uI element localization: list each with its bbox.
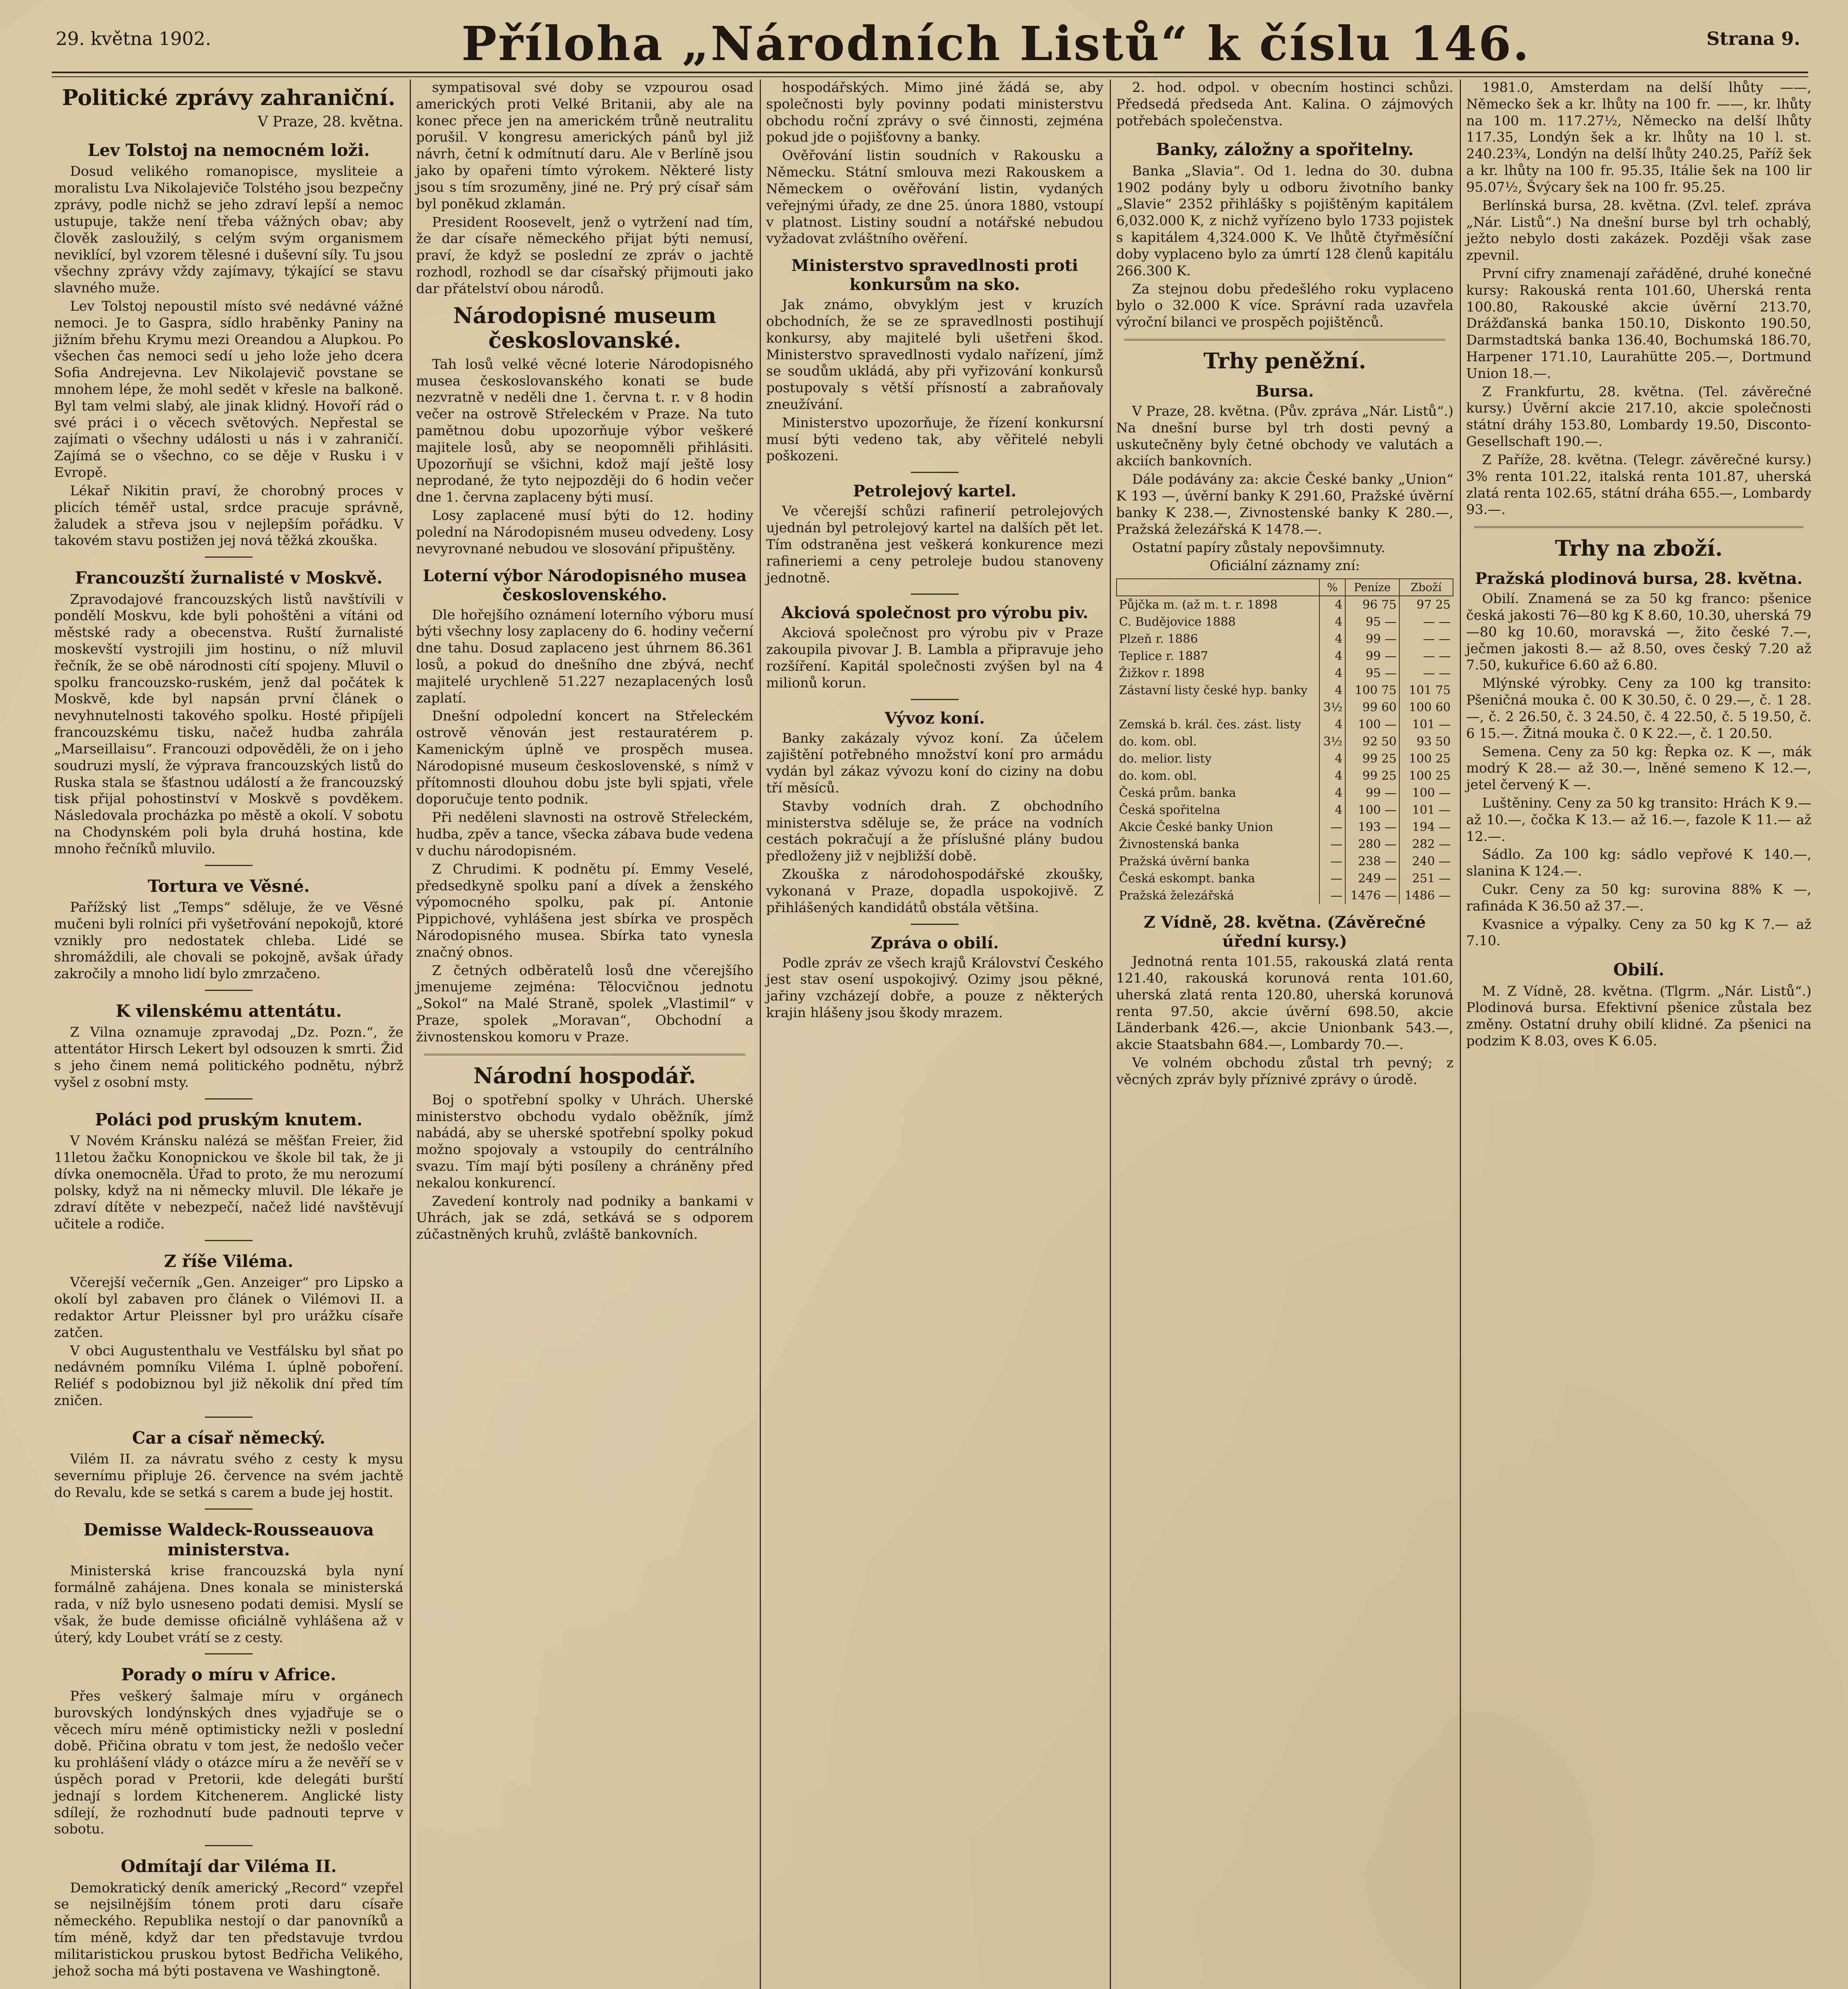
paragraph: V obci Augustenthalu ve Vestfálsku byl sňat po nedávném pomníku Viléma I. úplně poboření. Reliéf s podobiznou byl již několik dní před tím zničen. — [54, 1343, 403, 1409]
table-cell: 249 — — [1345, 870, 1399, 887]
article-title: Porady o míru v Africe. — [121, 1665, 337, 1685]
table-cell: do. kom. obl. — [1119, 735, 1197, 749]
table-cell: 4 — [1319, 750, 1345, 767]
paragraph: Dále podávány za: akcie České banky „Union“ K 193 —, úvěrní banky K 291.60, Pražské úvěrní banky K 238.—, Zivnostenské banky K 280.—, Pražská železářská K 1478.—. — [1116, 471, 1453, 537]
table-cell: Půjčka m. (až m. t. r. 1898 — [1119, 598, 1278, 612]
table-cell: 100 — — [1345, 802, 1399, 819]
table-row — [1117, 784, 1453, 802]
article-separator — [205, 1845, 253, 1846]
paragraph: Z Frankfurtu, 28. května. (Tel. závěrečné kursy.) Úvěrní akcie 217.10, akcie společnosti státní dráhy 153.80, Lombardy 19.50, Disconto-Gesellschaft 190.—. — [1466, 383, 1811, 450]
paragraph: Cukr. Ceny za 50 kg: surovina 88% K —, rafináda K 36.50 až 37.—. — [1466, 882, 1811, 914]
vienna-article — [1116, 954, 1453, 1088]
table-cell: 194 — — [1399, 819, 1453, 836]
museum-article — [416, 356, 753, 558]
table-cell: — — [1319, 836, 1345, 853]
table-cell: do. melior. listy — [1119, 752, 1212, 766]
lottery-title: Loterní výbor Národopisného musea československého. — [422, 566, 747, 604]
article-title: Ministerstvo spravedlnosti proti konkursům na sko. — [791, 256, 1078, 294]
table-cell: 4 — [1319, 716, 1345, 733]
paragraph: Sádlo. Za 100 kg: sádlo vepřové K 140.—, slanina K 124.—. — [1466, 847, 1811, 880]
table-row — [1117, 870, 1453, 887]
table-row — [1117, 665, 1453, 682]
table-cell: 99 — — [1345, 784, 1399, 802]
table-cell: — — [1319, 887, 1345, 904]
paragraph: Ověřování listin soudních v Rakousku a Německu. Státní smlouva mezi Rakouskem a Německem o ověřování listin, vydaných veřejnými úřady, ze dne 25. února 1880, vstoupí v platnost. Listiny soudní a notářské nebudou vyžadovat zvláštního ověření. — [766, 148, 1103, 247]
article-separator — [205, 865, 253, 866]
article-continuation — [1116, 80, 1453, 129]
table-cell: 100 75 — [1345, 682, 1399, 699]
paragraph: Jak známo, obvyklým jest v kruzích obchodních, že se ze spravedlnosti postihují konkursy, aby majitelé byli ušetřeni škod. Ministerstvo spravedlnosti vydalo nařízení, jímž se soudům ukládá, aby při vyřizování konkursů postupovaly s větší přísností a zabraňovaly zneužívání. — [766, 297, 1103, 413]
table-cell: 92 50 — [1345, 733, 1399, 750]
article-title: Car a císař německý. — [132, 1428, 325, 1448]
table-cell: Česká eskompt. banka — [1119, 872, 1255, 886]
article-title: Zpráva o obilí. — [870, 933, 999, 952]
paragraph: M. Z Vídně, 28. května. (Tlgrm. „Nár. Listů“.) Plodinová bursa. Efektivní pšenice zůstala bez změny. Ostatní druhy obilí klidné. Za pšenici na podzim K 8.03, oves K 6.05. — [1466, 983, 1811, 1049]
paragraph: Z četných odběratelů losů dne včerejšího jmenujeme zejména: Tělocvičnou jednotu „Sokol“ na Malé Straně, spolek „Vlastimil“ v Praze, spolek „Moravan“, Obchodní a živnostenskou komoru v Praze. — [416, 962, 753, 1045]
issue-date: 29. května 1902. — [56, 28, 211, 49]
article-separator — [911, 924, 959, 925]
article-title: Francouzští žurnalisté v Moskvě. — [75, 568, 383, 588]
table-cell: 4 — [1319, 682, 1345, 699]
table-cell: 95 — — [1345, 665, 1399, 682]
table-cell: Teplice r. 1887 — [1119, 649, 1208, 664]
table-cell: Česká prům. banka — [1119, 786, 1236, 800]
article-separator — [205, 1508, 253, 1510]
section-title: Politické zprávy zahraniční. — [62, 85, 396, 110]
paragraph: Lev Tolstoj nepoustil místo své nedávné vážné nemoci. Je to Gaspra, sídlo hraběnky Paniny na jižním břehu Krymu mezi Oreandou a Alupkou. Po všechen čas nemoci sedí u jeho lože jeho dcera Sofia Andrejevna. Lev Nikolajevič povstane se mnohem lépe, že mohl sedět v křesle na balkoně. Byl tam velmi slabý, ale jinak klidný. Hovoří rád o své práci i o věcech světových. Nepřestal se zajímati o všechny události u nás i v zahraničí. Zajímá se o všechno, co se děje v Rusku i v Evropě. — [54, 298, 403, 481]
paragraph: 2. hod. odpol. v obecním hostinci schůzi. Předsedá předseda Ant. Kalina. O zájmových potřebách společenstva. — [1116, 80, 1453, 129]
article-continuation — [766, 80, 1103, 247]
column-4 — [1110, 80, 1460, 1989]
article-separator — [205, 557, 253, 558]
paragraph: Stavby vodních drah. Z obchodního ministerstva sděluje se, že práce na vodních cestách pokračují a že příslušné plány budou předloženy již v nejbližší době. — [766, 798, 1103, 864]
paragraph: Banky zakázaly vývoz koní. Za účelem zajištění potřebného množství koní pro armádu vydán byl zákaz vývozu koní do ciziny na dobu tří měsíců. — [766, 730, 1103, 796]
table-cell: 100 25 — [1399, 750, 1453, 767]
table-cell: — — — [1399, 665, 1453, 682]
paragraph: Dle hořejšího oznámení loterního výboru musí býti všechny losy zaplaceny do 6. hodiny večerní dne tahu. Dosud zaplaceno jest úhrnem 86.361 losů, a pokud do dnešního dne zbývá, nechť majitelé urychleně 51.227 nezaplacených losů zaplatí. — [416, 607, 753, 706]
table-header: % — [1319, 579, 1345, 596]
table-cell: — — — [1399, 613, 1453, 631]
table-cell: 101 — — [1399, 716, 1453, 733]
article-separator — [205, 1653, 253, 1654]
vienna-title: Z Vídně, 28. května. (Závěrečné úřední kursy.) — [1144, 913, 1426, 951]
commodity-market-title: Trhy na zboží. — [1555, 535, 1723, 561]
paragraph: Za stejnou dobu předešlého roku vyplaceno bylo o 32.000 K více. Správní rada uzavřela výroční bilanci ve prospěch pojištěnců. — [1116, 281, 1453, 331]
paragraph: Z Paříže, 28. května. (Telegr. závěrečné kursy.) 3% renta 101.22, italská renta 101.87, uherská zlatá renta 102.65, státní dráha 655.—, Lombardy 93.—. — [1466, 452, 1811, 518]
article-title: Odmítají dar Viléma II. — [121, 1857, 337, 1876]
table-caption: Oficiální záznamy zní: — [1210, 558, 1360, 574]
paragraph: Zpravodajové francouzských listů navštívili v pondělí Moskvu, kde byli pohoštěni a vítáni od městské rady a obecenstva. Ruští žurnalisté moskevští vystrojili jim hostinu, o níž mluvil řečník, že se obě národnosti cítí spojeny. Mluvil o spolku francouzsko-ruském, jenž dal počátek k Moskvě, kde byl napsán první článek o nevyhnutelnosti takového spolku. Hosté připíjeli francouzskému tisku, načež hudba zahrála „Marseillaisu“. Francouzi odpověděli, že on i jeho soudruzi myslí, že výprava francouzských listů do Ruska stala se šťastnou událostí a že francouzský tisk přijal pohostinství v Moskvě s povděkem. Následovala procházka po městě a okolí. V sobotu na Chodynském poli byla druhá hostina, kde mnoho řečníků mluvilo. — [54, 591, 403, 857]
money-market-title: Trhy peněžní. — [1203, 348, 1366, 374]
table-cell: Zástavní listy české hyp. banky — [1119, 683, 1308, 698]
paragraph: Boj o spotřební spolky v Uhrách. Uherské ministerstvo obchodu vydalo oběžník, jímž nabádá, aby se uherské spotřební spolky pokud možno spojovaly a vstoupily do centrálního svazu. Tím mají býti posíleny a chráněny před nekalou konkurencí. — [416, 1092, 753, 1191]
table-cell: 238 — — [1345, 853, 1399, 870]
banks-title: Banky, záložny a spořitelny. — [1155, 140, 1414, 160]
article-separator — [205, 990, 253, 991]
table-row — [1117, 802, 1453, 819]
article-separator — [911, 594, 959, 595]
table-cell: 4 — [1319, 631, 1345, 648]
table-cell: 4 — [1319, 767, 1345, 784]
paragraph: V Novém Kránsku nalézá se měšťan Freier, žid 11letou žačku Konopnickou ve škole bil tak, že ji dívka onemocněla. Úřad to proto, že mu nerozumí polsky, když na ni německy mluvil. Dle lékaře je zdraví dítěte v nebezpečí, načež lidé navštěvují učitele a rodiče. — [54, 1133, 403, 1232]
bourse-article — [1116, 403, 1453, 556]
paragraph: Zkouška z národohospodářské zkoušky, vykonaná v Praze, dopadla uspokojivě. Z přihlášených kandidátů obstála většina. — [766, 866, 1103, 916]
paragraph: Včerejší večerník „Gen. Anzeiger“ pro Lipsko a okolí byl zabaven pro článek o Vilémovi II. a redaktor Artur Pleissner byl pro urážku císaře zatčen. — [54, 1275, 403, 1341]
price-table — [1116, 578, 1453, 904]
table-row — [1117, 853, 1453, 870]
table-cell: 99 — — [1345, 648, 1399, 665]
table-cell: 99 — — [1345, 631, 1399, 648]
paragraph: Akciová společnost pro výrobu piv v Praze zakoupila pivovar J. B. Lambla a připravuje jeho rozšíření. Kapitál společnosti zvýšen byl na 4 milionů korun. — [766, 625, 1103, 691]
table-cell: 4 — [1319, 596, 1345, 613]
table-cell: 4 — [1319, 613, 1345, 631]
paragraph: Berlínská bursa, 28. května. (Zvl. telef. zpráva „Nár. Listů“.) Na dnešní burse byl trh ochablý, ježto nebylo dosti zakázek. Později však zase zpevnil. — [1466, 197, 1811, 264]
table-cell: Česká spořitelna — [1119, 803, 1220, 817]
table-cell: 4 — [1319, 665, 1345, 682]
paragraph: Ministerstvo upozorňuje, že řízení konkursní musí býti vedeno tak, aby věřitelé nebyli poškozeni. — [766, 415, 1103, 464]
table-cell: 1486 — — [1399, 887, 1453, 904]
paragraph: Mlýnské výrobky. Ceny za 100 kg transito: Pšeničná mouka č. 00 K 30.50, č. 0 29.—, č. 1 28.—, č. 2 26.50, č. 3 24.50, č. 4 22.50, č. 5 19.50, č. 6 15.—. Žitná mouka č. 0 K 22.—, č. 1 20.50. — [1466, 675, 1811, 741]
article-title: Demisse Waldeck-Rousseauova ministerstva. — [83, 1520, 374, 1560]
table-cell: Žižkov r. 1898 — [1119, 666, 1205, 681]
table-cell: 95 — — [1345, 613, 1399, 631]
paragraph: Ve volném obchodu zůstal trh pevný; z věcných zpráv byly příznivé zprávy o úrodě. — [1116, 1055, 1453, 1088]
paragraph: Dnešní odpolední koncert na Střeleckém ostrově věnován jest restauratérem p. Kamenickým úplně ve prospěch musea. Národopisné museum československé, s nímž v přítomnosti dlouhou dobu jste byli spjati, vřele doporučuje tento podnik. — [416, 708, 753, 808]
paragraph: Zavedení kontroly nad podniky a bankami v Uhrách, jak se zdá, setkává se s odporem zúčastněných kruhů, zvláště bankovních. — [416, 1193, 753, 1243]
paragraph: Ostatní papíry zůstaly nepovšimnuty. — [1132, 539, 1385, 556]
paragraph: Jednotná renta 101.55, rakouská zlatá renta 121.40, rakouská korunová renta 101.60, uherská zlatá renta 120.80, uherská korunová renta 97.50, akcie úvěrní 698.50, akcie Länderbank 426.—, akcie Unionbank 543.—, akcie Staatsbahn 684.—, Lombardy 70.—. — [1116, 954, 1453, 1053]
table-cell: C. Budějovice 1888 — [1119, 615, 1236, 629]
table-cell: 100 60 — [1399, 699, 1453, 716]
article-separator — [911, 699, 959, 700]
table-header: Zboží — [1399, 579, 1453, 596]
table-cell: 97 25 — [1399, 596, 1453, 613]
article-title: Poláci pod pruským knutem. — [95, 1109, 363, 1129]
table-cell: 3½ — [1319, 699, 1345, 716]
table-cell: 99 25 — [1345, 750, 1399, 767]
paragraph: Demokratický deník americký „Record“ vzepřel se nejsilnějším tónem proti daru císaře německého. Republika nestojí o dar panovníků a tím méně, když dar ten představuje tvrdou militaristickou pruskou bytost Bedřicha Velikého, jehož socha má býti postavena ve Washingtoně. — [54, 1880, 403, 1979]
paragraph: Obilí. Znamená se za 50 kg franco: pšenice česká jakosti 76—80 kg K 8.60, 10.30, uherská 79—80 kg 10.60, moravská —, žito české 7.—, ječmen jakosti 8.— až 8.50, oves český 7.20 až 7.50, kukuřice 6.60 až 6.80. — [1466, 591, 1811, 673]
paragraph: Přes veškerý šalmaje míru v orgánech burovských londýnských dnes vyjadřuje se o věcech míru méně optimisticky nežli v poslední době. Přičina obratu v tom jest, že nedošlo večer ku prohlášení vlády o otázce míru a že nevěří se v úspěch porad v Pretorii, kde delegáti burští jednají s lordem Kitchenerem. Anglické listy sdílejí, že rozhodnutí bude padnouti teprve v sobotu. — [54, 1688, 403, 1837]
table-cell: 4 — [1319, 802, 1345, 819]
table-row — [1117, 682, 1453, 699]
table-cell: 93 50 — [1399, 733, 1453, 750]
banks-article — [1116, 163, 1453, 331]
paragraph: V Praze, 28. května. (Pův. zpráva „Nár. Listů“.) Na dnešní burse byl trh dosti pevný a uskutečněny byly četné obchody ve valutách a akciích bankovních. — [1116, 403, 1453, 469]
table-cell: 101 — — [1399, 802, 1453, 819]
table-cell — [1117, 699, 1319, 716]
table-cell: 99 25 — [1345, 767, 1399, 784]
table-cell: do. kom. obl. — [1119, 769, 1197, 783]
grain-vienna-article — [1466, 983, 1811, 1050]
table-cell: 240 — — [1399, 853, 1453, 870]
table-cell: — — [1319, 870, 1345, 887]
table-cell: 99 60 — [1345, 699, 1399, 716]
paragraph: Pařížský list „Temps“ sděluje, že ve Věsné mučeni byli rolníci při vyšetřování nepokojů, ktoré vznikly pro nedostatek chleba. Lidé se shromáždili, ale chovali se pokojně, avšak úřady zakročily a mnoho lidí bylo zmrzačeno. — [54, 899, 403, 982]
paragraph: hospodářských. Mimo jiné žádá se, aby společnosti byly povinny podati ministerstvu obchodu roční zprávy o své činnosti, zejména pokud jde o pojišťovny a banky. — [766, 80, 1103, 146]
table-row — [1117, 767, 1453, 784]
paragraph: První cifry znamenají zařáděné, druhé konečné kursy: Rakouská renta 101.60, Uherská renta 100.80, Rakouské akcie úvěrní 213.70, Drážďanská banka 150.10, Diskonto 190.50, Darmstadtská banka 136.40, Bochumská 186.70, Harpener 171.10, Laurahütte 205.—, Dortmund Union 18.—. — [1466, 265, 1811, 381]
paragraph: Ministerská krise francouzská byla nyní formálně zahájena. Dnes konala se ministerská rada, v níž bylo usneseno podati demisi. Myslí se však, že bude demisse oficiálně vyhlášena až v úterý, kdy Loubet vrátí se z cesty. — [54, 1563, 403, 1646]
article-separator — [205, 1417, 253, 1418]
table-cell: 96 75 — [1345, 596, 1399, 613]
table-row — [1117, 613, 1453, 631]
column-2 — [410, 80, 760, 1989]
paragraph: Lékař Nikitin praví, že chorobný proces v plicích téměř ustal, srdce pracuje správně, žaludek a střeva jsou v nejlepším pořádku. V takovém stavu postižen jej nová těžká zkouška. — [54, 483, 403, 549]
foreign-bourses — [1466, 384, 1811, 519]
table-cell: 4 — [1319, 648, 1345, 665]
table-cell: — — — [1399, 648, 1453, 665]
economy-article — [416, 1092, 753, 1243]
table-row — [1117, 596, 1453, 613]
table-cell: 100 — — [1345, 716, 1399, 733]
article-continuation — [416, 80, 753, 298]
table-row — [1117, 887, 1453, 904]
page-number: Strana 9. — [1706, 28, 1800, 49]
table-cell: — — — [1399, 631, 1453, 648]
column-1 — [48, 80, 410, 1989]
header-rule — [52, 72, 1808, 77]
table-cell: 251 — — [1399, 870, 1453, 887]
table-cell: 282 — — [1399, 836, 1453, 853]
article-title: Tortura ve Věsné. — [148, 876, 310, 896]
article-separator — [911, 472, 959, 473]
paragraph: Vilém II. za návratu svého z cesty k mysu severnímu připluje 26. července na svém jachtě do Revalu, kde se setká s carem a bude jej hostit. — [54, 1451, 403, 1501]
paragraph: 1981.0, Amsterdam na delší lhůty ——, Německo šek a kr. lhůty na 100 fr. ——, kr. lhůty na 100 m. 117.27½, Německo na delší lhůty 117.35, Londýn šek a kr. lhůty na 10 l. st. 240.23¾, Londýn na delší lhůty 240.25, Paříž šek a kr. lhůty na 100 fr. 95.35, Itálie šek na 100 lir 95.07½, Švýcary šek na 100 fr. 95.25. — [1466, 80, 1811, 195]
article-title: Vývoz koní. — [885, 708, 985, 728]
paragraph: Z Vilna oznamuje zpravodaj „Dz. Pozn.“, že attentátor Hirsch Lekert byl odsouzen k smrti. Žid s jeho činem nemá politického podnětu, nýbrž vyšel z osobní msty. — [54, 1024, 403, 1090]
museum-title: Národopisné museum českoslovanské. — [453, 302, 716, 353]
table-row — [1117, 631, 1453, 648]
table-cell: Pražská železářská — [1119, 889, 1234, 903]
article-title: Akciová společnost pro výrobu piv. — [781, 603, 1089, 623]
table-row — [1117, 819, 1453, 836]
table-cell: 193 — — [1345, 819, 1399, 836]
article-title: K vilenskému attentátu. — [115, 1001, 342, 1021]
lottery-article — [416, 607, 753, 1046]
table-cell: 3½ — [1319, 733, 1345, 750]
bourse-label: Bursa. — [1255, 382, 1314, 401]
grain-bourse-subtitle: Pražská plodinová bursa, 28. května. — [1475, 569, 1803, 588]
table-cell: 100 25 — [1399, 767, 1453, 784]
table-cell: 1476 — — [1345, 887, 1399, 904]
table-cell: Plzeň r. 1886 — [1119, 632, 1198, 646]
paragraph: Banka „Slavia“. Od 1. ledna do 30. dubna 1902 podány byly u odboru životního banky „Slavie“ 2352 přihlášky s pojištěným kapitálem 6,032.000 K, z nichž vyřízeno bylo 1733 pojistek s kapitálem 4,324.000 K. Ve lhůtě čtyřměsíční doby vyplaceno bylo za úmrtí 128 členů kapitálu 266.300 K. — [1116, 163, 1453, 279]
paragraph: Tah losů velké věcné loterie Národopisného musea českoslovanského konati se bude nezvratně v neděli dne 1. června t. r. v 8 hodin večer na ostrově Střeleckém v Praze. Na tuto pamětnou dobu upozorňuje výbor veškeré majitele losů, aby se neopomněli přihlásiti. Upozorňují se všichni, kdož mají ještě losy neprodané, že tyto nejpozději do 6 hodin večer dne 1. června zaplaceny býti musí. — [416, 356, 753, 506]
table-cell: 100 — — [1399, 784, 1453, 802]
table-cell: 4 — [1319, 784, 1345, 802]
paragraph: sympatisoval své doby se vzpourou osad amerických proti Velké Britanii, aby ale na konec přece jen na americkém trůně neutralitu porušil. V kongresu amerických pánů byl již návrh, četní k odmítnutí daru. Ale v Berlíně jsou jako by opařeni tímto výrokem. Některé listy jsou s tím srozuměny, jiné ne. Prý prý císař sám byl poněkud zklamán. — [416, 80, 753, 212]
table-cell: Živnostenská banka — [1119, 837, 1239, 852]
table-cell: 101 75 — [1399, 682, 1453, 699]
column-5 — [1460, 80, 1818, 1989]
section-divider — [1474, 526, 1803, 528]
grain-article — [1466, 591, 1811, 950]
article-title: Petrolejový kartel. — [853, 482, 1017, 501]
paragraph: Ve včerejší schůzi rafinerií petrolejových ujednán byl petrolejový kartel na dalších pět let. Tím odstraněna jest veškerá konkurence mezi rafineriemi a ceny petroleje budou stanoveny jednotně. — [766, 503, 1103, 586]
column-3 — [760, 80, 1110, 1989]
section-divider — [424, 1054, 745, 1055]
table-row — [1117, 699, 1453, 716]
table-row — [1117, 733, 1453, 750]
paragraph: Semena. Ceny za 50 kg: Řepka oz. K —, mák modrý K 28.— až 30.—, lněné semeno K 12.—, jetel červený K —. — [1466, 743, 1811, 793]
grain-title: Obilí. — [1613, 960, 1665, 980]
table-header — [1117, 579, 1319, 596]
table-cell: 280 — — [1345, 836, 1399, 853]
article-separator — [205, 1240, 253, 1241]
table-cell: Pražská úvěrní banka — [1119, 854, 1250, 869]
article-list — [766, 256, 1103, 1022]
paragraph: Kvasnice a výpalky. Ceny za 50 kg K 7.— až 7.10. — [1466, 916, 1811, 949]
article-list — [54, 140, 403, 1979]
paragraph: Při neděleni slavnosti na ostrově Střeleckém, hudba, zpěv a tance, všecka zábava bude vedena v duchu národopisném. — [416, 810, 753, 859]
table-row — [1117, 836, 1453, 853]
paragraph: Z Chrudimi. K podnětu pí. Emmy Veselé, předsedkyně spolku paní a dívek a ženského výpomocného spolku, pak pí. Antonie Pippichové, vyhlášena jest sbírka ve prospěch Národopisného musea. Sbírka tato vynesla značný obnos. — [416, 861, 753, 960]
economy-title: Národní hospodář. — [473, 1063, 696, 1088]
table-row — [1117, 716, 1453, 733]
paragraph: Podle zpráv ze všech krajů Království Českého jest stav osení uspokojivý. Ozimy jsou pěkné, jařiny vzcházejí dobře, a pouze z některých krajin hlášeny jsou škody mrazem. — [766, 955, 1103, 1021]
article-title: Lev Tolstoj na nemocném loži. — [88, 140, 370, 160]
exchange-rates — [1466, 80, 1811, 382]
paragraph: Dosud velikého romanopisce, mysliteie a moralistu Lva Nikolajeviče Tolstého jsou bezpečny zprávy, podle nichž se jeho zdraví lepší a nemoc ustupuje, takže není třeba vážných obav; aby člověk zasloužilý, s celým svým organismem neviklící, byl vzorem tělesné i duševní síly. Tu jsou všechny zprávy vždy zajímavy, týkající se stavu slavného muže. — [54, 163, 403, 296]
article-separator — [205, 1098, 253, 1100]
table-row — [1117, 648, 1453, 665]
dateline: V Praze, 28. května. — [257, 114, 403, 130]
table-row — [1117, 750, 1453, 767]
supplement-title: Příloha „Národních Listů“ k číslu 146. — [461, 16, 1531, 71]
table-cell: Zemská b. král. čes. zást. listy — [1119, 718, 1301, 732]
section-divider — [1124, 339, 1445, 341]
table-cell: — — [1319, 819, 1345, 836]
paragraph: President Roosevelt, jenž o vytržení nad tím, že dar císaře německého přijat býti nemusí, praví, že když se poslední ze zpráv o jachtě rozhodl, rozhodl se dar císařský přijmouti jako dar přátelství obou národů. — [416, 214, 753, 297]
table-cell: — — [1319, 853, 1345, 870]
article-title: Z říše Viléma. — [164, 1251, 294, 1271]
table-cell: Akcie České banky Union — [1119, 820, 1273, 835]
paragraph: Luštěniny. Ceny za 50 kg transito: Hrách K 9.— až 10.—, čočka K 13.— až 16.—, fazole K 11.— až 12.—. — [1466, 795, 1811, 845]
paragraph: Losy zaplacené musí býti do 12. hodiny polední na Národopisném museu odvedeny. Losy nevyrovnané nebudou ve slosování připuštěny. — [416, 508, 753, 557]
table-header: Peníze — [1345, 579, 1399, 596]
